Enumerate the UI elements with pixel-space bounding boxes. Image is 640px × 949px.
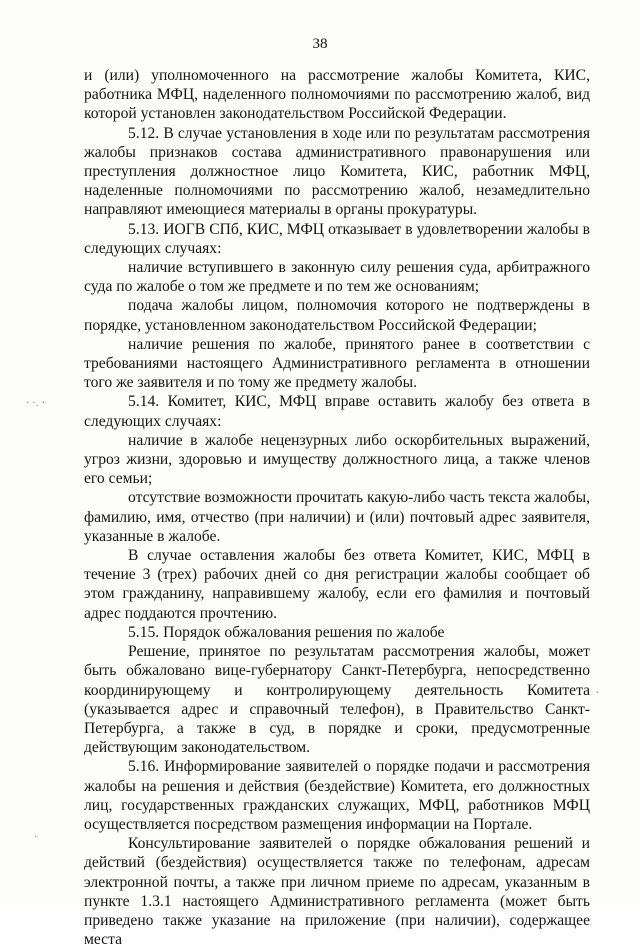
paragraph: 5.14. Комитет, КИС, МФЦ вправе оставить жалобу без ответа в следующих случаях: [84, 393, 590, 430]
scan-speck: · [34, 832, 38, 843]
paragraph: и (или) уполномоченного на рассмотрение жалобы Комитета, КИС, работника МФЦ, наделенного полномочиями по рассмотрению жалоб, вид которой установлен законодательством Российской Федерации. [84, 67, 590, 123]
scan-speck: · [596, 688, 600, 699]
paragraph: отсутствие возможности прочитать какую-либо часть текста жалобы, фамилию, имя, отчество (при наличии) и (или) почтовый адрес заявителя, указанные в жалобе. [84, 489, 590, 545]
paragraph: наличие в жалобе нецензурных либо оскорбительных выражений, угроз жизни, здоровью и имуществу должностного лица, а также членов его семьи; [84, 431, 590, 488]
paragraph: 5.13. ИОГВ СПб, КИС, МФЦ отказывает в удовлетворении жалобы в следующих случаях: [84, 220, 590, 257]
paragraph: В случае оставления жалобы без ответа Комитет, КИС, МФЦ в течение 3 (трех) рабочих дней со дня регистрации жалобы сообщает об этом гражданину, направившему жалобу, если его фамилия и почтовый адрес поддаются прочтению. [84, 547, 590, 622]
paragraph: 5.16. Информирование заявителей о порядке подачи и рассмотрения жалобы на решения и действия (бездействие) Комитета, его должностных лиц, государственных гражданских служащих, МФЦ, работников МФЦ осуществляется посредством размещения информации на Портале. [84, 758, 590, 833]
page-number: 38 [312, 36, 328, 52]
paragraph: 5.12. В случае установления в ходе или по результатам рассмотрения жалобы признаков состава административного правонарушения или преступления должностное лицо Комитета, КИС, работник МФЦ, наделенные полномочиями по рассмотрению жалоб, незамедлительно направляют имеющиеся материалы в органы прокуратуры. [84, 124, 590, 219]
section-heading: 5.15. Порядок обжалования решения по жалобе [128, 623, 445, 641]
paragraph: подача жалобы лицом, полномочия которого не подтверждены в порядке, установленном законодательством Российской Федерации; [84, 297, 590, 334]
paragraph: Консультирование заявителей о порядке обжалования решений и действий (бездействия) осуществляется также по телефонам, адресам электронной почты, а также при личном приеме по адресам, указанным в пункте 1.3.1 настоящего Административного регламента (может быть приведено также указание на приложение (при наличии), содержащее места [84, 835, 590, 949]
paragraph: Решение, принятое по результатам рассмотрения жалобы, может быть обжаловано вице-губернатору Санкт-Петербурга, непосредственно координирующему и контролирующему деятельность Комитета (указывается адрес и справочный телефон), в Правительство Санкт-Петербурга, а также в суд, в порядке и сроки, предусмотренные действующим законодательством. [84, 643, 590, 757]
body-text [84, 66, 590, 949]
paragraph: наличие решения по жалобе, принятого ранее в соответствии с требованиями настоящего Административного регламента в отношении того же заявителя и по тому же предмету жалобы. [84, 335, 590, 392]
scan-speck: · ·. · [26, 398, 46, 409]
paragraph: наличие вступившего в законную силу решения суда, арбитражного суда по жалобе о том же предмете и по тем же основаниям; [84, 259, 590, 296]
